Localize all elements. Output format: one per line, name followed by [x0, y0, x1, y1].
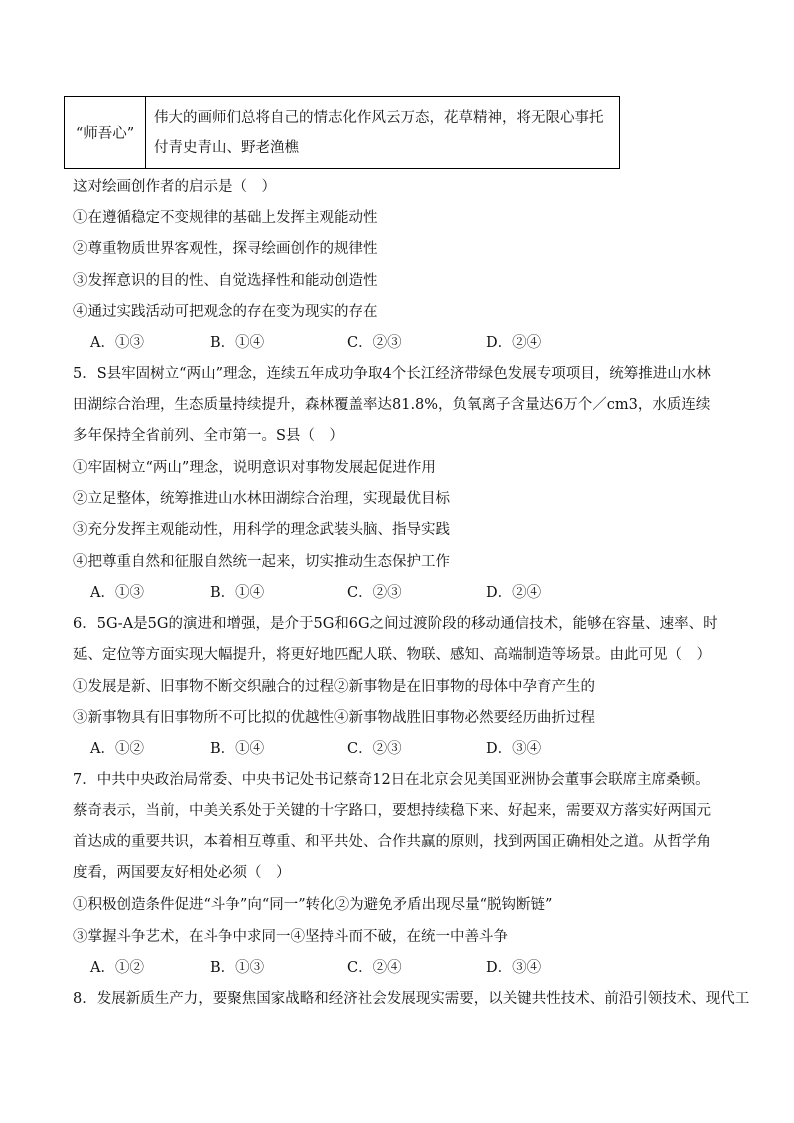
q4-statement-1: ①在遵循稳定不变规律的基础上发挥主观能动性 [73, 210, 378, 226]
q5-statement-3: ③充分发挥主观能动性，用科学的理念武装头脑、指导实践 [73, 522, 450, 538]
q5-statement-1: ①牢固树立“两山”理念，说明意识对事物发展起促进作用 [73, 460, 436, 476]
q4-option-b[interactable]: B．①④ [210, 335, 265, 351]
q6-option-b[interactable]: B．①④ [210, 741, 265, 757]
q4-option-d[interactable]: D．②④ [486, 335, 542, 351]
q4-option-a[interactable]: A．①③ [90, 335, 144, 351]
q6-option-c[interactable]: C．②③ [347, 741, 402, 757]
q7-option-c[interactable]: C．②④ [347, 960, 402, 976]
q4-statement-2: ②尊重物质世界客观性，探寻绘画创作的规律性 [73, 241, 378, 257]
intro-table-text: 伟大的画师们总将自己的情志化作风云万态，花草精神，将无限心事托付青史青山、野老渔樵 [146, 97, 620, 169]
intro-table-label: “师吾心” [65, 97, 146, 169]
q5-option-d[interactable]: D．②④ [486, 585, 542, 601]
q6-statement-2: ③新事物具有旧事物所不可比拟的优越性④新事物战胜旧事物必然要经历曲折过程 [73, 710, 595, 726]
q6-option-a[interactable]: A．①② [90, 741, 144, 757]
q4-stem: 这对绘画创作者的启示是（ ） [73, 179, 276, 195]
q5-statement-4: ④把尊重自然和征服自然统一起来，切实推动生态保护工作 [73, 554, 450, 570]
q7-stem: 7．中共中央政治局常委、中央书记处书记蔡奇12日在北京会见美国亚洲协会董事会联席主席桑顿。蔡奇表示，当前，中美关系处于关键的十字路口，要想持续稳下来、好起来，需要双方落实好两国元首达成的重要共识，本着相互尊重、和平共处、合作共赢的原则，找到两国正确相处之道。从哲学角度看，两国要友好相处必须（ ） [73, 772, 711, 881]
q8-stem: 8．发展新质生产力，要聚焦国家战略和经济社会发展现实需要，以关键共性技术、前沿引领技术、现代工 [73, 991, 750, 1007]
q7-statement-1: ①积极创造条件促进“斗争”向“同一”转化②为避免矛盾出现尽量“脱钩断链” [73, 897, 553, 913]
q4-statement-3: ③发挥意识的目的性、自觉选择性和能动创造性 [73, 273, 378, 289]
q6-stem: 6．5G-A是5G的演进和增强，是介于5G和6G之间过渡阶段的移动通信技术，能够在容量、速率、时延、定位等方面实现大幅提升，将更好地匹配人联、物联、感知、高端制造等场景。由此可见（ ） [73, 616, 718, 663]
q7-option-d[interactable]: D．③④ [486, 960, 542, 976]
q4-option-c[interactable]: C．②③ [347, 335, 402, 351]
q5-stem: 5．S县牢固树立“两山”理念，连续五年成功争取4个长江经济带绿色发展专项项目，统筹推进山水林田湖综合治理，生态质量持续提升，森林覆盖率达81.8%，负氧离子含量达6万个／cm3，水质连续多年保持全省前列、全市第一。S县（ ） [73, 366, 711, 444]
q7-option-b[interactable]: B．①③ [210, 960, 265, 976]
q7-option-a[interactable]: A．①② [90, 960, 144, 976]
q4-statement-4: ④通过实践活动可把观念的存在变为现实的存在 [73, 304, 378, 320]
q7-statement-2: ③掌握斗争艺术，在斗争中求同一④坚持斗而不破，在统一中善斗争 [73, 929, 508, 945]
q5-option-a[interactable]: A．①③ [90, 585, 144, 601]
q6-option-d[interactable]: D．③④ [486, 741, 542, 757]
q5-statement-2: ②立足整体，统筹推进山水林田湖综合治理，实现最优目标 [73, 491, 450, 507]
q6-statement-1: ①发展是新、旧事物不断交织融合的过程②新事物是在旧事物的母体中孕育产生的 [73, 679, 595, 695]
intro-table [64, 96, 620, 169]
q5-option-c[interactable]: C．②③ [347, 585, 402, 601]
q5-option-b[interactable]: B．①④ [210, 585, 265, 601]
